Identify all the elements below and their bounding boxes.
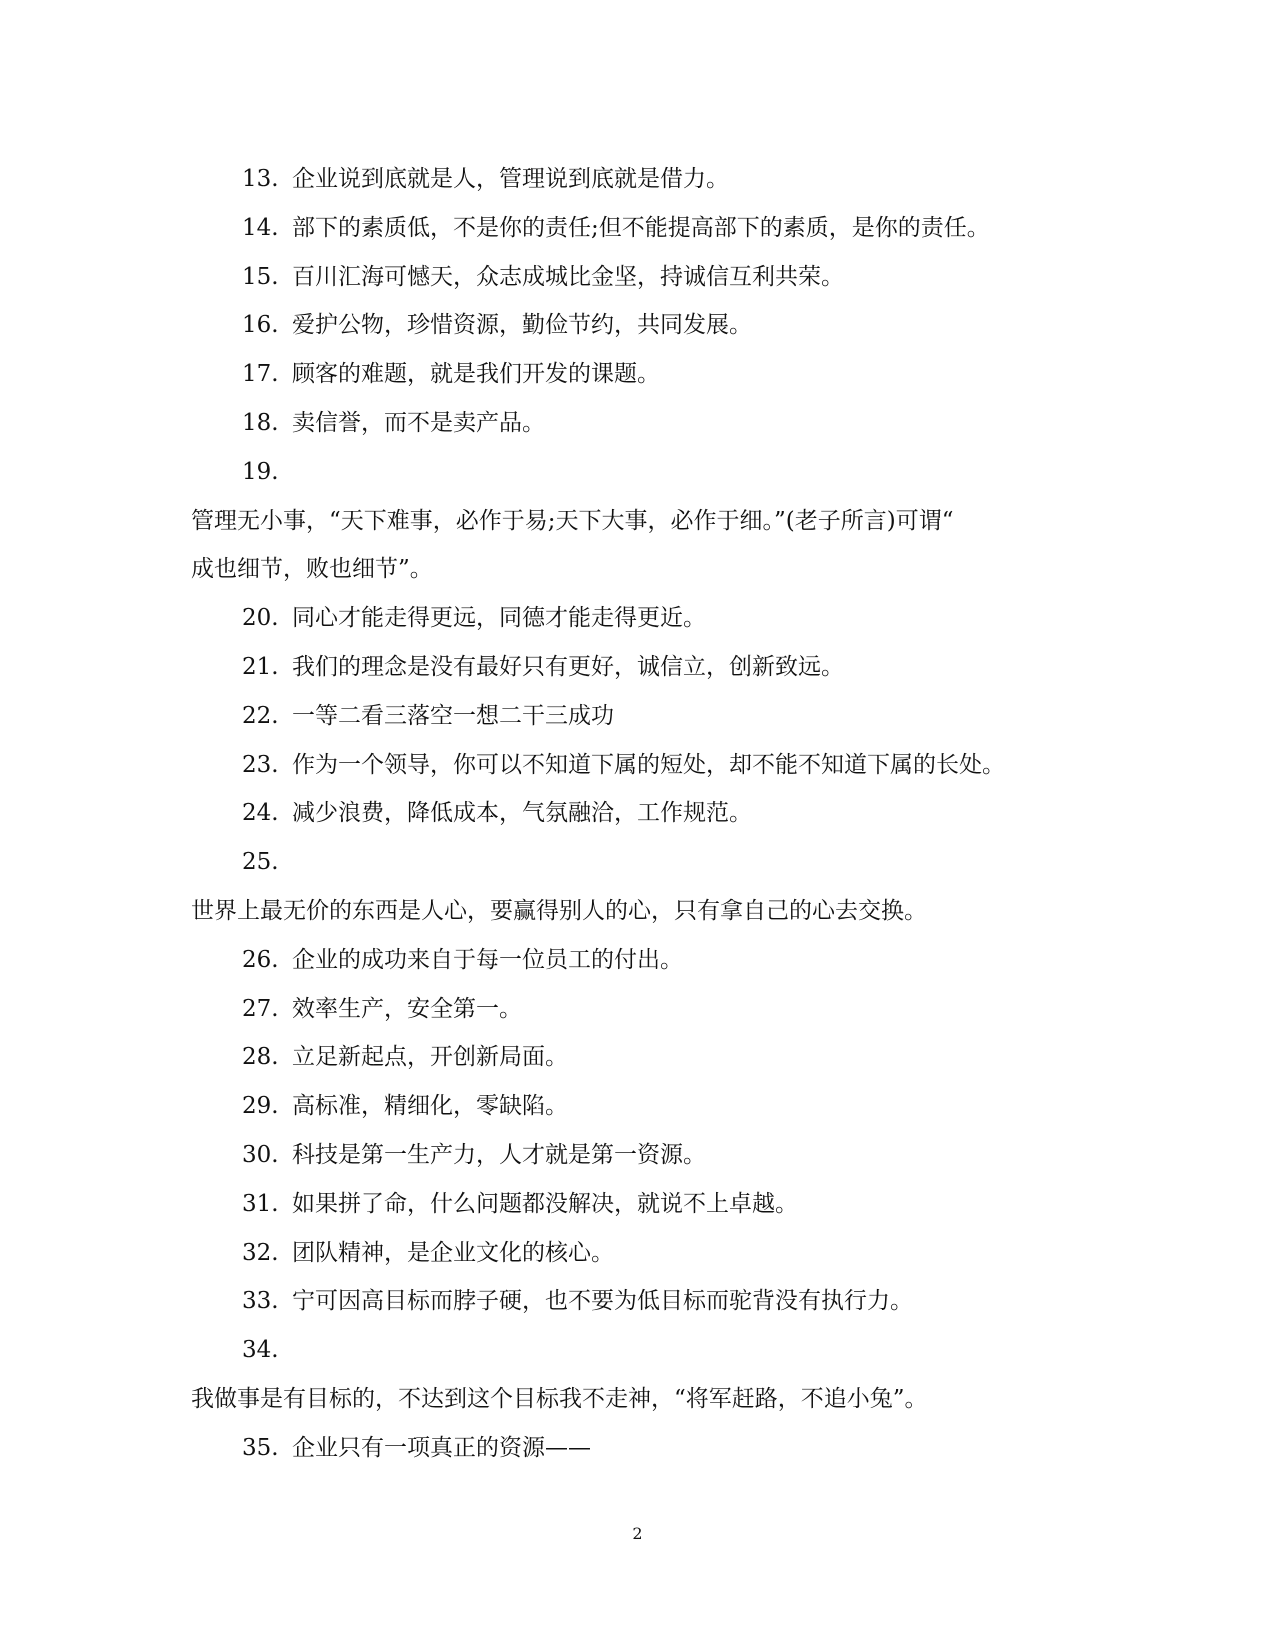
continuation-line: 管理无小事，“天下难事，必作于易;天下大事，必作于细。”(老子所言)可谓“ [191, 507, 954, 534]
item-text: 卖信誉，而不是卖产品。 [292, 409, 545, 436]
list-item [0, 838, 1275, 887]
list-item [0, 155, 1275, 204]
item-text: 如果拼了命，什么问题都没解决，就说不上卓越。 [292, 1190, 798, 1217]
list-item [0, 1180, 1275, 1229]
item-number: 32. [242, 1239, 279, 1266]
item-text: 宁可因高目标而脖子硬，也不要为低目标而驼背没有执行力。 [292, 1288, 913, 1315]
item-number: 21. [242, 653, 279, 680]
item-number: 34. [242, 1337, 279, 1364]
item-text: 减少浪费，降低成本，气氛融洽，工作规范。 [292, 800, 752, 827]
item-number: 16. [242, 312, 279, 339]
item-number: 25. [242, 849, 279, 876]
item-text: 同心才能走得更远，同德才能走得更近。 [292, 605, 706, 632]
list-item [0, 350, 1275, 399]
item-number: 20. [242, 605, 279, 632]
continuation-line: 世界上最无价的东西是人心，要赢得别人的心，只有拿自己的心去交换。 [191, 897, 927, 924]
item-number: 14. [242, 214, 279, 241]
item-text: 企业的成功来自于每一位员工的付出。 [292, 946, 683, 973]
page-number: 2 [632, 1524, 643, 1543]
item-text: 爱护公物，珍惜资源，勤俭节约，共同发展。 [292, 312, 752, 339]
item-number: 28. [242, 1044, 279, 1071]
item-text: 作为一个领导，你可以不知道下属的短处，却不能不知道下属的长处。 [292, 751, 1005, 778]
list-item [0, 204, 1275, 253]
item-number: 31. [242, 1190, 279, 1217]
list-item [0, 741, 1275, 790]
item-number: 19. [242, 458, 279, 485]
list-item [0, 985, 1275, 1034]
list-item [0, 448, 1275, 497]
list-item [0, 594, 1275, 643]
item-number: 24. [242, 800, 279, 827]
item-text: 高标准，精细化，零缺陷。 [292, 1093, 568, 1120]
item-text: 立足新起点，开创新局面。 [292, 1044, 568, 1071]
item-text: 企业只有一项真正的资源—— [292, 1434, 591, 1461]
item-number: 18. [242, 409, 279, 436]
item-number: 29. [242, 1093, 279, 1120]
item-number: 30. [242, 1141, 279, 1168]
item-number: 26. [242, 946, 279, 973]
item-text: 企业说到底就是人，管理说到底就是借力。 [292, 166, 729, 192]
item-text: 团队精神，是企业文化的核心。 [292, 1239, 614, 1266]
item-number: 17. [242, 361, 279, 388]
list-item [0, 1424, 1275, 1473]
item-number: 15. [242, 263, 279, 290]
list-item [0, 1033, 1275, 1082]
item-text: 顾客的难题，就是我们开发的课题。 [292, 361, 660, 388]
item-text: 效率生产，安全第一。 [292, 995, 522, 1022]
list-item [0, 1082, 1275, 1131]
list-item [0, 253, 1275, 302]
item-number: 33. [242, 1288, 279, 1315]
item-number: 27. [242, 995, 279, 1022]
item-number: 13. [242, 166, 279, 192]
list-item [0, 789, 1275, 838]
list-item [0, 1326, 1275, 1375]
list-item [0, 1229, 1275, 1278]
continuation-line: 成也细节，败也细节”。 [191, 556, 433, 583]
list-item [0, 301, 1275, 350]
list-item [0, 1277, 1275, 1326]
list-item [0, 643, 1275, 692]
item-text: 我们的理念是没有最好只有更好，诚信立，创新致远。 [292, 653, 844, 680]
continuation-line: 我做事是有目标的，不达到这个目标我不走神，“将军赶路，不追小兔”。 [191, 1385, 928, 1412]
list-item [0, 936, 1275, 985]
item-text: 一等二看三落空一想二干三成功 [292, 702, 614, 729]
item-text: 部下的素质低，不是你的责任;但不能提高部下的素质，是你的责任。 [292, 214, 990, 241]
list-item [0, 692, 1275, 741]
item-number: 35. [242, 1434, 279, 1461]
list-item [0, 399, 1275, 448]
item-number: 22. [242, 702, 279, 729]
item-text: 百川汇海可憾天，众志成城比金坚，持诚信互利共荣。 [292, 263, 844, 290]
item-number: 23. [242, 751, 279, 778]
item-text: 科技是第一生产力，人才就是第一资源。 [292, 1141, 706, 1168]
list-item [0, 1131, 1275, 1180]
document-body [0, 155, 1275, 1473]
